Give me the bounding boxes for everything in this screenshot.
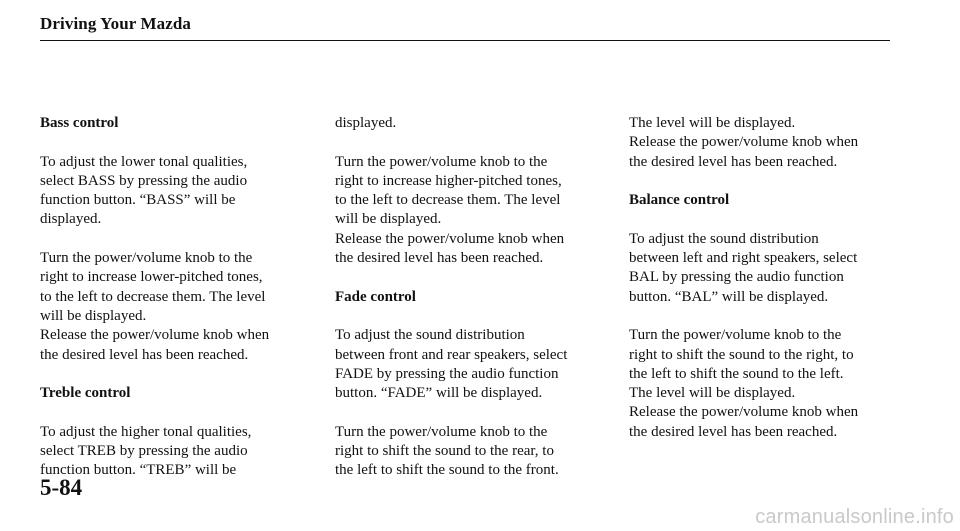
- section-heading: Balance control: [629, 192, 730, 209]
- text-line: Turn the power/volume knob to the: [335, 423, 548, 440]
- text-line: will be displayed.: [335, 211, 442, 228]
- text-line: The level will be displayed.: [629, 385, 796, 402]
- text-line: right to increase higher-pitched tones,: [335, 172, 562, 189]
- text-line: Turn the power/volume knob to the: [40, 250, 253, 267]
- text-line: to the left to decrease them. The level: [40, 288, 266, 305]
- body-paragraph: [40, 249, 330, 365]
- text-line: To adjust the higher tonal qualities,: [40, 423, 252, 440]
- text-line: right to shift the sound to the rear, to: [335, 443, 554, 460]
- text-line: Release the power/volume knob when: [40, 327, 270, 344]
- text-line: the desired level has been reached.: [629, 153, 838, 170]
- text-line: the desired level has been reached.: [40, 346, 249, 363]
- text-line: the desired level has been reached.: [629, 423, 838, 440]
- text-column-2: [335, 114, 625, 500]
- text-line: right to shift the sound to the right, to: [629, 346, 854, 363]
- text-column-1: [40, 114, 330, 500]
- watermark-text: carmanualsonline.info: [755, 506, 954, 528]
- body-paragraph: [335, 153, 625, 269]
- text-column-3: [629, 114, 919, 461]
- text-line: select BASS by pressing the audio: [40, 172, 248, 189]
- text-line: button. “BAL” will be displayed.: [629, 288, 829, 305]
- body-paragraph: [335, 114, 625, 133]
- text-line: between front and rear speakers, select: [335, 346, 568, 363]
- body-paragraph: [335, 423, 625, 481]
- text-line: select TREB by pressing the audio: [40, 443, 248, 460]
- text-line: the desired level has been reached.: [335, 250, 544, 267]
- page-number: 5-84: [40, 475, 83, 500]
- section-heading: Bass control: [40, 115, 119, 131]
- text-line: Release the power/volume knob when: [335, 230, 565, 247]
- page-header-title: Driving Your Mazda: [40, 14, 192, 33]
- body-paragraph: [335, 326, 625, 403]
- text-line: function button. “TREB” will be: [40, 462, 237, 479]
- text-line: To adjust the sound distribution: [629, 230, 819, 247]
- text-line: to the left to decrease them. The level: [335, 192, 561, 209]
- text-line: function button. “BASS” will be: [40, 192, 236, 209]
- text-line: right to increase lower-pitched tones,: [40, 269, 263, 286]
- body-paragraph: [40, 153, 330, 230]
- text-line: Release the power/volume knob when: [629, 404, 859, 421]
- body-paragraph: [40, 423, 330, 481]
- text-line: displayed.: [40, 211, 102, 228]
- text-line: the left to shift the sound to the left.: [629, 365, 844, 382]
- text-line: Turn the power/volume knob to the: [629, 327, 842, 344]
- text-line: The level will be displayed.: [629, 115, 796, 131]
- section-heading: Fade control: [335, 288, 416, 305]
- text-line: will be displayed.: [40, 307, 147, 324]
- body-paragraph: [629, 326, 919, 442]
- text-line: BAL by pressing the audio function: [629, 269, 844, 286]
- section-heading: Treble control: [40, 385, 131, 402]
- text-line: displayed.: [335, 115, 397, 131]
- text-line: To adjust the sound distribution: [335, 327, 525, 344]
- body-paragraph: [629, 230, 919, 307]
- text-line: To adjust the lower tonal qualities,: [40, 153, 248, 170]
- body-paragraph: [629, 114, 919, 172]
- text-line: Release the power/volume knob when: [629, 134, 859, 151]
- text-line: FADE by pressing the audio function: [335, 365, 559, 382]
- text-line: the left to shift the sound to the front.: [335, 462, 559, 479]
- text-line: button. “FADE” will be displayed.: [335, 385, 543, 402]
- header-divider: [40, 40, 890, 41]
- text-line: between left and right speakers, select: [629, 250, 858, 267]
- text-line: Turn the power/volume knob to the: [335, 153, 548, 170]
